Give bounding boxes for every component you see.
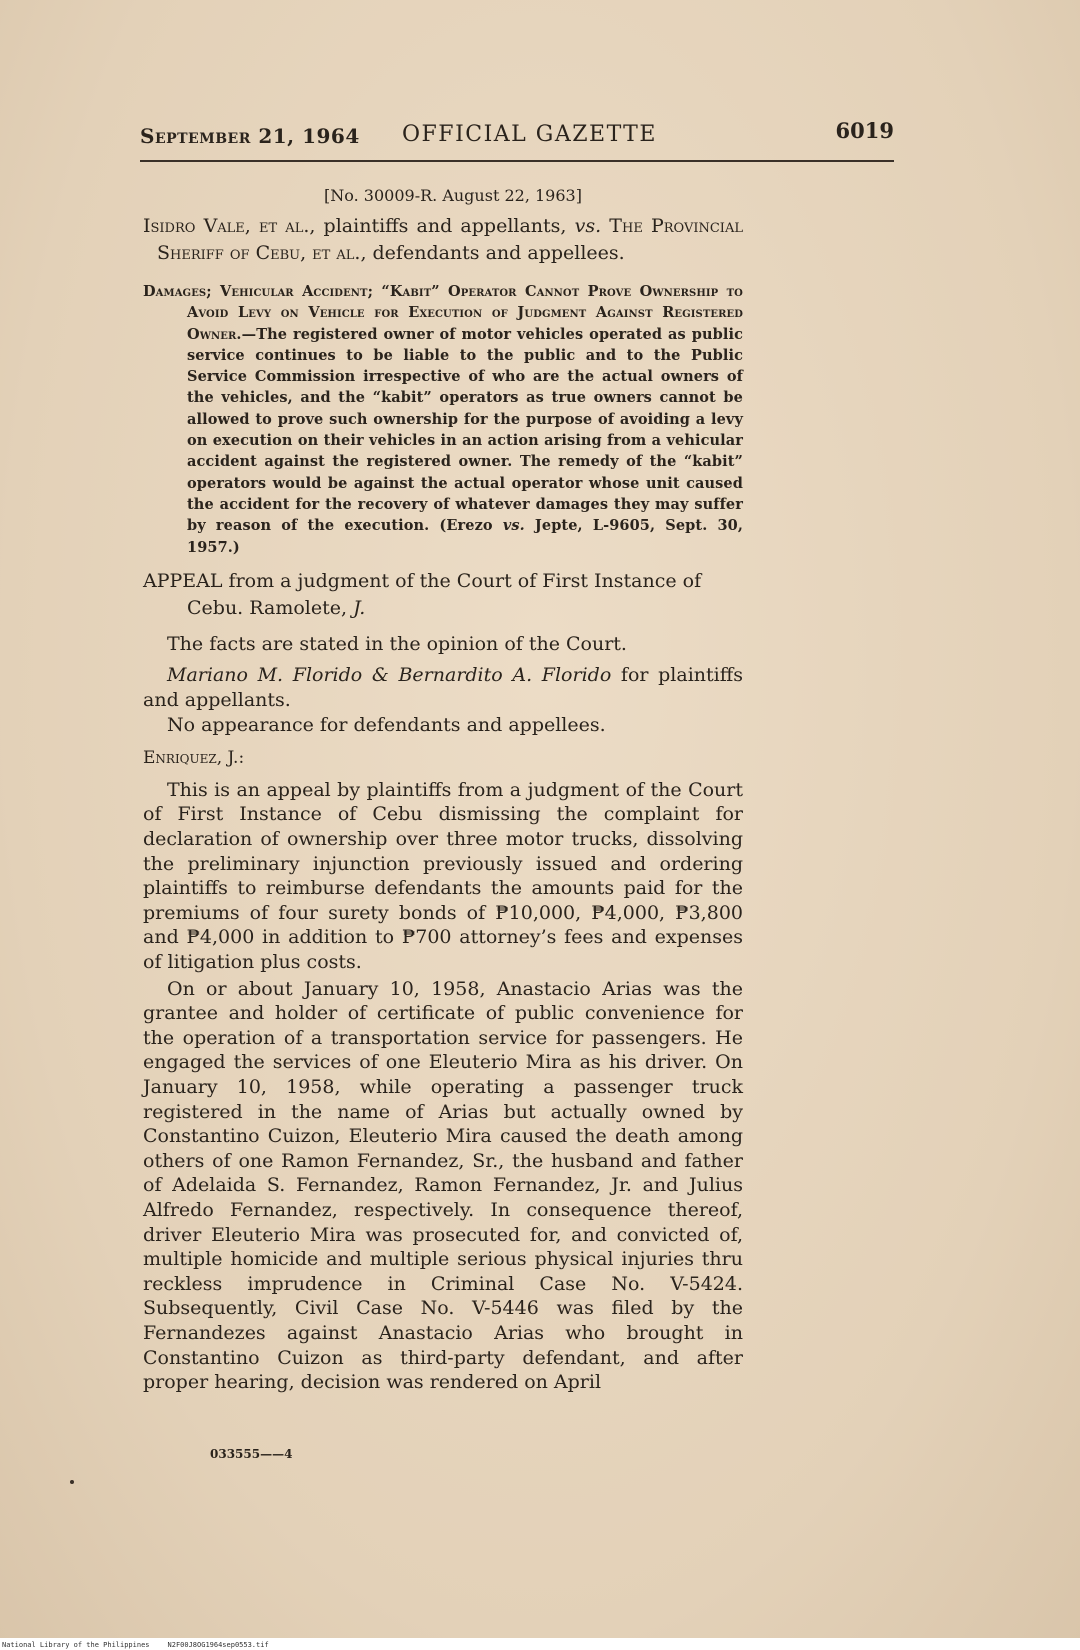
header-page-number: 6019 xyxy=(835,118,894,143)
caption-end: defendants and appellees. xyxy=(366,242,625,264)
caption-vs: vs. xyxy=(574,215,602,237)
page-header xyxy=(140,118,894,154)
case-number: [No. 30009-R. August 22, 1963] xyxy=(324,186,582,205)
appeal-judge: J. xyxy=(353,596,366,619)
header-date: September 21, 1964 xyxy=(140,124,360,148)
syllabus-text: —The registered owner of motor vehicles operated as public service continues to be liable to the public and to the Public Service Commission irrespective of who are the actual owners of the vehicles, and the “kabit” operators as true owners cannot be allowed to prove such ownership for the purpose of avoiding a levy on execution on their vehicles in an action arising from a vehicular accident against the registered owner. The remedy of the “kabit” operators would be against the actual operator whose unit caused the accident for the recovery of whatever damages they may suffer by reason of the execution. (Erezo xyxy=(187,325,743,535)
facts-statement: The facts are stated in the opinion of the Court. xyxy=(167,632,627,655)
scan-footer-text xyxy=(2,1641,269,1649)
article-body xyxy=(143,186,743,1395)
printer-code: 033555——4 xyxy=(210,1447,293,1461)
header-title: OFFICIAL GAZETTE xyxy=(402,122,657,147)
paper-speck xyxy=(70,1480,74,1484)
plaintiff-counsel xyxy=(143,663,743,713)
scan-footer xyxy=(0,1638,1080,1650)
opinion-paragraph-1: This is an appeal by plaintiffs from a judgment of the Court of First Instance of Cebu dismissing the complaint for declaration of ownership over three motor trucks, dissolving the preliminary injunction previously issued and ordering plaintiffs to reimburse defendants the amounts paid for the premiums of four surety bonds of ₱10,000, ₱4,000, ₱3,800 and ₱4,000 in addition to ₱700 attorney’s fees and expenses of litigation plus costs. xyxy=(143,778,743,974)
appeal-line xyxy=(143,568,743,622)
opinion-judge: Enriquez, J.: xyxy=(143,747,245,768)
footer-library: National Library of the Philippines xyxy=(2,1641,150,1649)
case-caption xyxy=(143,213,743,267)
plaintiff-counsel-role: for plaintiffs and appellants. xyxy=(143,663,743,711)
header-rule xyxy=(140,160,894,162)
appeal-text: APPEAL from a judgment of the Court of First Instance of Cebu. Ramolete, xyxy=(143,569,702,619)
footer-file: N2F00J8OG1964sep0553.tif xyxy=(167,1641,269,1649)
defendant-counsel: No appearance for defendants and appellees. xyxy=(167,713,606,736)
syllabus-cite-vs: vs. xyxy=(502,517,525,535)
opinion-paragraph-2: On or about January 10, 1958, Anastacio Arias was the grantee and holder of certificate of public convenience for the operation of a transportation service for passengers. He engaged the services of one Eleuterio Mira as his driver. On January 10, 1958, while operating a passenger truck registered in the name of Arias but actually owned by Constantino Cuizon, Eleuterio Mira caused the death among others of one Ramon Fernandez, Sr., the husband and father of Adelaida S. Fernandez, Ramon Fernandez, Jr. and Julius Alfredo Fernandez, respectively. In consequence thereof, driver Eleuterio Mira was prosecuted for, and convicted of, multiple homicide and multiple serious physical injuries thru reckless imprudence in Criminal Case No. V-5424. Subsequently, Civil Case No. V-5446 was filed by the Fernandezes against Anastacio Arias who brought in Constantino Cuizon as third-party defendant, and after proper hearing, decision was rendered on April xyxy=(143,977,743,1394)
syllabus-cite-end: Jepte, L-9605, Sept. 30, 1957.) xyxy=(187,517,743,556)
syllabus-heading: Damages; Vehicular Accident; “Kabit” Operator Cannot Prove Ownership to Avoid Levy on Vehicle for Execution of Judgment Against Registered Owner. xyxy=(143,283,743,343)
caption-mid: plaintiffs and appellants, xyxy=(315,215,575,237)
caption-defendants: The Provincial Sheriff of Cebu, et al., xyxy=(157,215,743,264)
syllabus xyxy=(143,281,743,558)
plaintiff-counsel-names: Mariano M. Florido & Bernardito A. Florido xyxy=(167,663,612,686)
caption-plaintiffs: Isidro Vale, et al., xyxy=(143,215,316,237)
